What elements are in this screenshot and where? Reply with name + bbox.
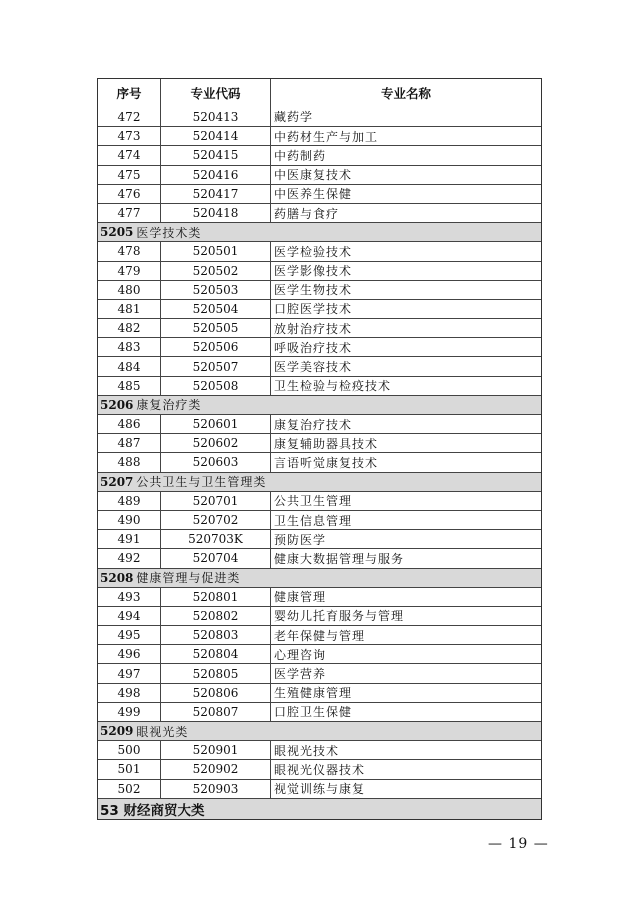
- cell-name: 康复治疗技术: [274, 417, 353, 432]
- cell-seq: 473: [98, 127, 161, 145]
- cell-seq: 499: [98, 703, 161, 721]
- cell-seq: 488: [98, 453, 161, 471]
- table-header-row: [98, 79, 541, 107]
- table-body: [98, 107, 541, 819]
- cell-seq: 496: [98, 645, 161, 663]
- table-row: [98, 280, 541, 299]
- section-name: 医学技术类: [136, 225, 202, 240]
- section-name: 眼视光类: [136, 724, 189, 739]
- section-row: [98, 721, 541, 740]
- cell-code: 520414: [161, 127, 271, 145]
- section-code: 5208: [100, 570, 134, 585]
- cell-code: 520802: [161, 607, 271, 625]
- cell-seq: 489: [98, 492, 161, 510]
- cell-code: 520903: [161, 780, 271, 798]
- cell-name: 康复辅助器具技术: [274, 436, 379, 451]
- table-row: [98, 606, 541, 625]
- cell-seq: 501: [98, 760, 161, 778]
- cell-code: 520702: [161, 511, 271, 529]
- section-name: 公共卫生与卫生管理类: [136, 475, 267, 490]
- cell-seq: 491: [98, 530, 161, 548]
- cell-name: 藏药学: [274, 110, 314, 125]
- header-code: 专业代码: [161, 79, 271, 107]
- page-number: — 19 —: [488, 836, 549, 852]
- cell-name: 医学影像技术: [274, 264, 353, 279]
- cell-code: 520804: [161, 645, 271, 663]
- table-row: [98, 145, 541, 164]
- cell-code: 520416: [161, 166, 271, 184]
- cell-name: 医学检验技术: [274, 244, 353, 259]
- cell-name: 医学美容技术: [274, 360, 353, 375]
- table-row: [98, 414, 541, 433]
- cell-name: 预防医学: [274, 532, 327, 547]
- cell-name: 生殖健康管理: [274, 686, 353, 701]
- cell-name: 眼视光仪器技术: [274, 762, 366, 777]
- cell-name: 公共卫生管理: [274, 494, 353, 509]
- cell-name: 言语听觉康复技术: [274, 455, 379, 470]
- cell-name: 婴幼儿托育服务与管理: [274, 609, 405, 624]
- table-row: [98, 203, 541, 222]
- section-label: [98, 722, 188, 740]
- cell-name: 健康管理: [274, 590, 327, 605]
- table-row: [98, 491, 541, 510]
- cell-code: 520701: [161, 492, 271, 510]
- cell-seq: 495: [98, 626, 161, 644]
- table-row: [98, 510, 541, 529]
- table-row: [98, 625, 541, 644]
- cell-seq: 474: [98, 146, 161, 164]
- cell-seq: 482: [98, 319, 161, 337]
- cell-name: 医学营养: [274, 667, 327, 682]
- table-row: [98, 548, 541, 567]
- cell-seq: 480: [98, 281, 161, 299]
- table-row: [98, 337, 541, 356]
- section-label: [98, 569, 240, 587]
- table-row: [98, 299, 541, 318]
- cell-name: 放射治疗技术: [274, 321, 353, 336]
- cell-code: 520901: [161, 741, 271, 759]
- section-row: [98, 395, 541, 414]
- cell-name: 卫生信息管理: [274, 513, 353, 528]
- cell-name: 中药材生产与加工: [274, 129, 379, 144]
- cell-code: 520805: [161, 664, 271, 682]
- cell-name: 健康大数据管理与服务: [274, 551, 405, 566]
- table-row: [98, 356, 541, 375]
- cell-seq: 502: [98, 780, 161, 798]
- table-row: [98, 261, 541, 280]
- table-row: [98, 529, 541, 548]
- cell-code: 520505: [161, 319, 271, 337]
- cell-name: 心理咨询: [274, 647, 327, 662]
- cell-name: 药膳与食疗: [274, 206, 340, 221]
- section-code: 5207: [100, 474, 134, 489]
- table-row: [98, 452, 541, 471]
- cell-seq: 485: [98, 377, 161, 395]
- cell-code: 520601: [161, 415, 271, 433]
- majors-table: [97, 78, 542, 820]
- cell-code: 520806: [161, 684, 271, 702]
- section-name: 健康管理与促进类: [136, 571, 241, 586]
- cell-seq: 476: [98, 185, 161, 203]
- cell-seq: 483: [98, 338, 161, 356]
- cell-code: 520413: [161, 107, 271, 126]
- section-row: [98, 472, 541, 491]
- section-row: [98, 568, 541, 587]
- header-seq: 序号: [98, 79, 161, 107]
- cell-name: 眼视光技术: [274, 743, 340, 758]
- cell-name: 老年保健与管理: [274, 628, 366, 643]
- table-row: [98, 683, 541, 702]
- cell-seq: 490: [98, 511, 161, 529]
- cell-code: 520602: [161, 434, 271, 452]
- cell-name: 口腔卫生保健: [274, 705, 353, 720]
- cell-seq: 479: [98, 262, 161, 280]
- cell-code: 520807: [161, 703, 271, 721]
- cell-seq: 500: [98, 741, 161, 759]
- cell-code: 520508: [161, 377, 271, 395]
- section-row: [98, 222, 541, 241]
- table-row: [98, 376, 541, 395]
- cell-code: 520503: [161, 281, 271, 299]
- table-row: [98, 165, 541, 184]
- cell-name: 口腔医学技术: [274, 302, 353, 317]
- cell-code: 520703K: [161, 530, 271, 548]
- table-row: [98, 587, 541, 606]
- major-category-row: [98, 798, 541, 819]
- section-code: 5206: [100, 397, 134, 412]
- cell-name: 视觉训练与康复: [274, 782, 366, 797]
- cell-code: 520504: [161, 300, 271, 318]
- section-label: [98, 223, 201, 241]
- cell-code: 520902: [161, 760, 271, 778]
- section-code: 5209: [100, 724, 134, 739]
- cell-code: 520417: [161, 185, 271, 203]
- table-row: [98, 241, 541, 260]
- cell-name: 中医康复技术: [274, 168, 353, 183]
- table-row: [98, 433, 541, 452]
- cell-code: 520502: [161, 262, 271, 280]
- cell-seq: 497: [98, 664, 161, 682]
- cell-code: 520801: [161, 588, 271, 606]
- cell-seq: 492: [98, 549, 161, 567]
- table-row: [98, 740, 541, 759]
- cell-code: 520501: [161, 242, 271, 260]
- cell-name: 医学生物技术: [274, 283, 353, 298]
- cell-seq: 481: [98, 300, 161, 318]
- table-row: [98, 779, 541, 798]
- cell-seq: 486: [98, 415, 161, 433]
- cell-code: 520506: [161, 338, 271, 356]
- table-row: [98, 184, 541, 203]
- section-label: [98, 473, 266, 491]
- cell-name: 中医养生保健: [274, 187, 353, 202]
- cell-seq: 494: [98, 607, 161, 625]
- cell-seq: 478: [98, 242, 161, 260]
- cell-seq: 493: [98, 588, 161, 606]
- section-label: [98, 396, 201, 414]
- cell-code: 520704: [161, 549, 271, 567]
- cell-code: 520415: [161, 146, 271, 164]
- table-row: [98, 759, 541, 778]
- table-row: [98, 107, 541, 126]
- table-row: [98, 644, 541, 663]
- cell-seq: 487: [98, 434, 161, 452]
- major-category-title: 53 财经商贸大类: [100, 802, 205, 819]
- cell-name: 中药制药: [274, 148, 327, 163]
- cell-seq: 472: [98, 107, 161, 126]
- cell-code: 520507: [161, 357, 271, 375]
- cell-seq: 475: [98, 166, 161, 184]
- cell-seq: 477: [98, 204, 161, 222]
- table-row: [98, 702, 541, 721]
- cell-seq: 498: [98, 684, 161, 702]
- section-name: 康复治疗类: [136, 398, 202, 413]
- header-name: 专业名称: [380, 86, 431, 101]
- cell-seq: 484: [98, 357, 161, 375]
- table-row: [98, 126, 541, 145]
- section-code: 5205: [100, 225, 134, 240]
- table-row: [98, 663, 541, 682]
- cell-code: 520418: [161, 204, 271, 222]
- cell-code: 520603: [161, 453, 271, 471]
- cell-name: 卫生检验与检疫技术: [274, 379, 392, 394]
- cell-code: 520803: [161, 626, 271, 644]
- table-row: [98, 318, 541, 337]
- cell-name: 呼吸治疗技术: [274, 340, 353, 355]
